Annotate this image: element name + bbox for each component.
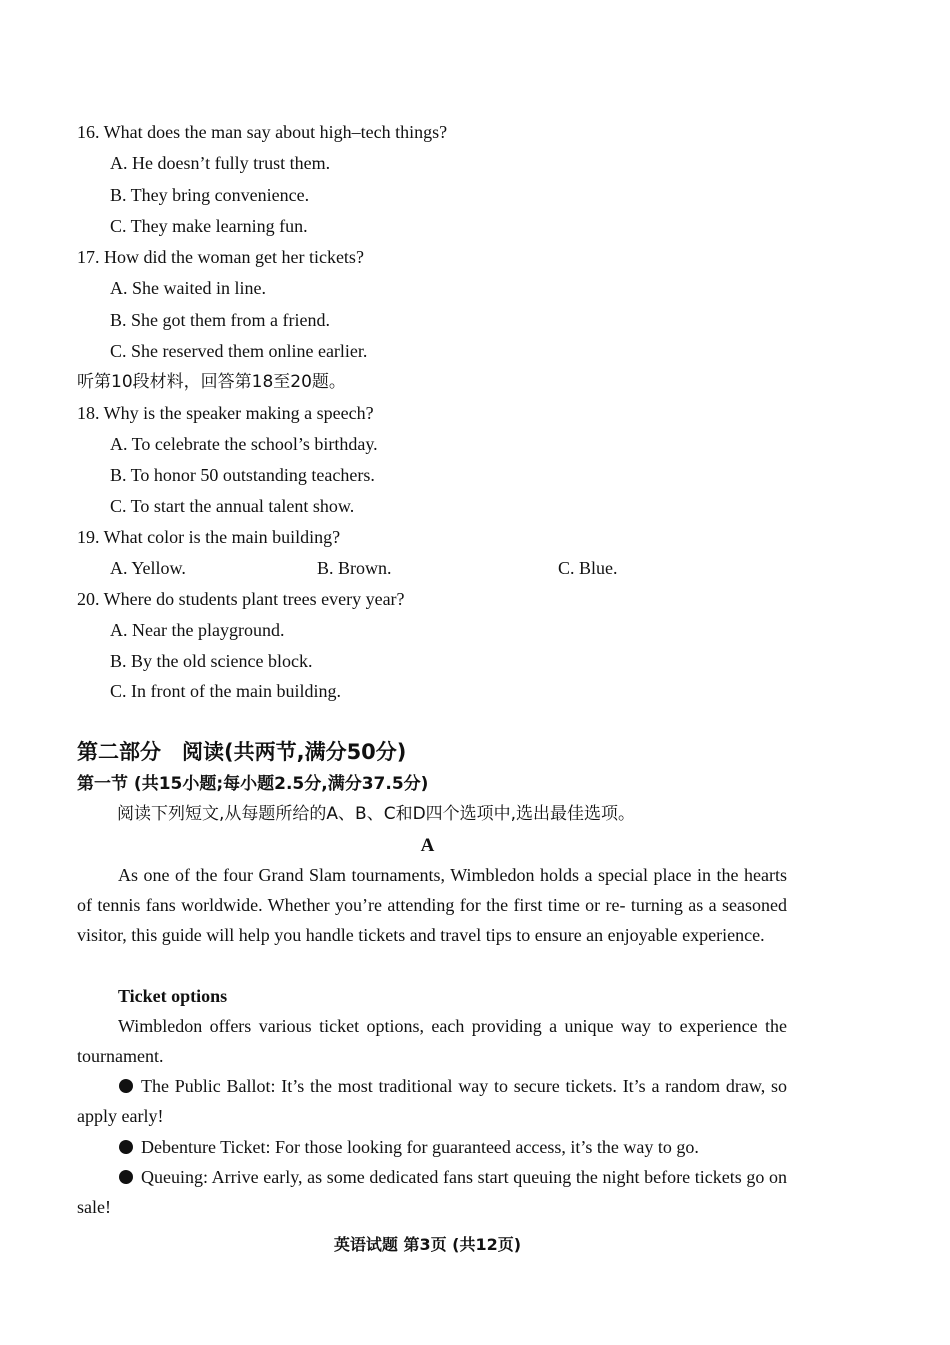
question-19-option-c: C. Blue. — [558, 558, 618, 578]
question-17-option-a: A. She waited in line. — [110, 278, 266, 298]
question-19-stem: 19. What color is the main building? — [77, 527, 341, 547]
question-16-option-c: C. They make learning fun. — [110, 216, 308, 236]
question-17-stem: 17. How did the woman get her tickets? — [77, 247, 364, 267]
page-footer: 英语试题 第3页 (共12页) — [333, 1235, 522, 1254]
ticket-options-heading: Ticket options — [118, 986, 228, 1006]
paragraph-1-text: As one of the four Grand Slam tournaments, Wimbledon holds a special place in the hearts of tennis fans worldwide. Whether you’re attending for the first time or re- turning as a seasoned visitor, this guide will help you handle tickets and travel tips to ensure an enjoyable experience. — [77, 865, 787, 946]
bullet-dot-icon — [119, 1170, 133, 1184]
question-19-option-a: A. Yellow. — [110, 558, 186, 578]
question-20-option-b: B. By the old science block. — [110, 651, 313, 671]
material-instruction: 听第10段材料，回答第18至20题。 — [77, 372, 346, 392]
passage-paragraph-1 — [77, 860, 787, 951]
bullet-debenture-ticket — [77, 1132, 787, 1162]
part-two-title: 第二部分 阅读(共两节,满分50分) — [77, 740, 407, 764]
bullet-1-text: The Public Ballot: It’s the most traditional way to secure tickets. It’s a random draw, so apply early! — [77, 1076, 787, 1127]
question-20-option-c: C. In front of the main building. — [110, 681, 341, 701]
question-17-option-c: C. She reserved them online earlier. — [110, 341, 368, 361]
bullet-dot-icon — [119, 1140, 133, 1154]
question-18-option-c: C. To start the annual talent show. — [110, 496, 355, 516]
question-20-option-a: A. Near the playground. — [110, 620, 285, 640]
bullet-3-text: Queuing: Arrive early, as some dedicated fans start queuing the night before tickets go on sale! — [77, 1167, 787, 1218]
question-18-option-b: B. To honor 50 outstanding teachers. — [110, 465, 375, 485]
bullet-2-text: Debenture Ticket: For those looking for guaranteed access, it’s the way to go. — [141, 1137, 699, 1157]
question-19-option-b: B. Brown. — [317, 558, 392, 578]
passage-paragraph-2 — [77, 1011, 787, 1071]
question-16-stem: 16. What does the man say about high–tech things? — [77, 122, 448, 142]
question-20-stem: 20. Where do students plant trees every year? — [77, 589, 405, 609]
reading-instruction: 阅读下列短文,从每题所给的A、B、C和D四个选项中,选出最佳选项。 — [117, 804, 636, 824]
question-18-stem: 18. Why is the speaker making a speech? — [77, 403, 374, 423]
bullet-queuing — [77, 1162, 787, 1222]
question-16-option-a: A. He doesn’t fully trust them. — [110, 153, 331, 173]
question-17-option-b: B. She got them from a friend. — [110, 310, 330, 330]
paragraph-2-text: Wimbledon offers various ticket options, each providing a unique way to experience the tournament. — [77, 1016, 787, 1067]
bullet-dot-icon — [119, 1079, 133, 1093]
bullet-public-ballot — [77, 1071, 787, 1131]
question-16-option-b: B. They bring convenience. — [110, 185, 310, 205]
section-one-title: 第一节 (共15小题;每小题2.5分,满分37.5分) — [77, 774, 429, 794]
passage-letter: A — [420, 835, 435, 856]
question-18-option-a: A. To celebrate the school’s birthday. — [110, 434, 378, 454]
